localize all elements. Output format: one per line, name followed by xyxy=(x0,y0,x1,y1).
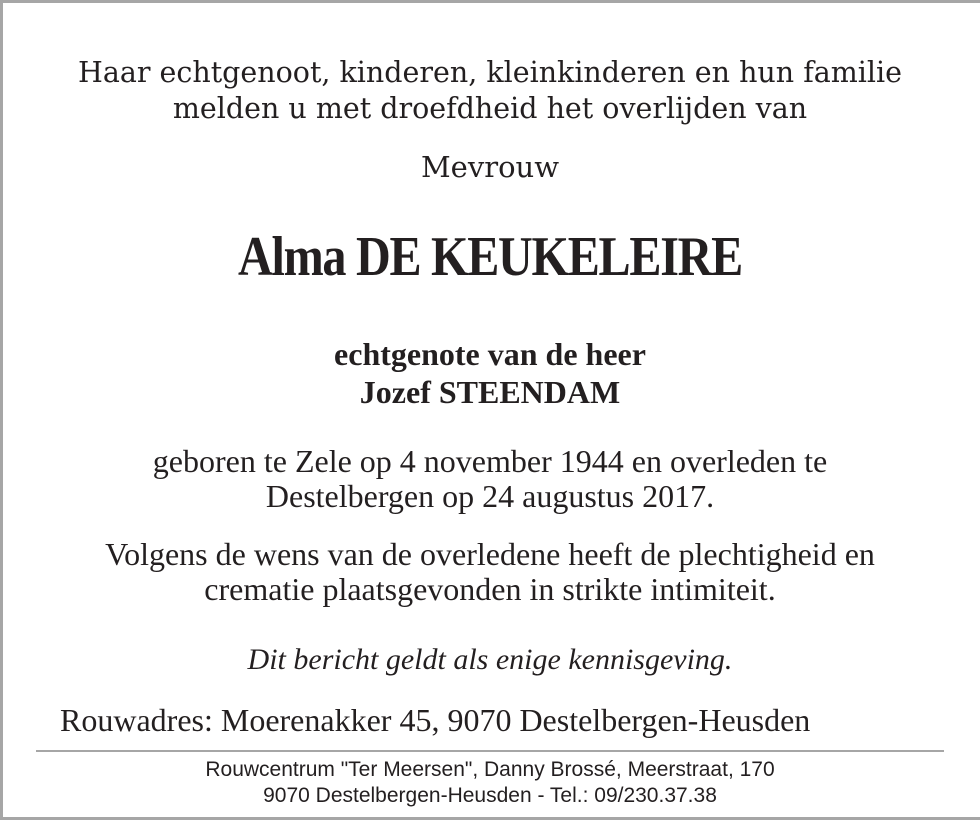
funeral-home-line-2: 9070 Destelbergen-Heusden - Tel.: 09/230.37.38 xyxy=(263,784,717,807)
notification-note: Dit bericht geldt als enige kennisgeving. xyxy=(247,643,733,676)
honorific: Mevrouw xyxy=(420,150,560,184)
footer-divider xyxy=(36,750,944,752)
deceased-name: Alma DE KEUKELEIRE xyxy=(238,226,742,288)
birth-death-line-2: Destelbergen op 24 augustus 2017. xyxy=(265,478,715,514)
mourning-address: Rouwadres: Moerenakker 45, 9070 Destelbergen-Heusden xyxy=(60,702,811,738)
spouse-name: Jozef STEENDAM xyxy=(359,374,621,410)
intro-line-2: melden u met droefdheid het overlijden van xyxy=(172,92,808,125)
ceremony-line-1: Volgens de wens van de overledene heeft de plechtigheid en xyxy=(105,536,875,572)
intro-line-1: Haar echtgenoot, kinderen, kleinkinderen en hun familie xyxy=(78,56,902,89)
ceremony-line-2: crematie plaatsgevonden in strikte intimiteit. xyxy=(204,571,776,607)
birth-death-line-1: geboren te Zele op 4 november 1944 en overleden te xyxy=(152,443,828,479)
spouse-line-1: echtgenote van de heer xyxy=(334,336,646,372)
funeral-home-line-1: Rouwcentrum "Ter Meersen", Danny Brossé, Meerstraat, 170 xyxy=(205,758,775,781)
